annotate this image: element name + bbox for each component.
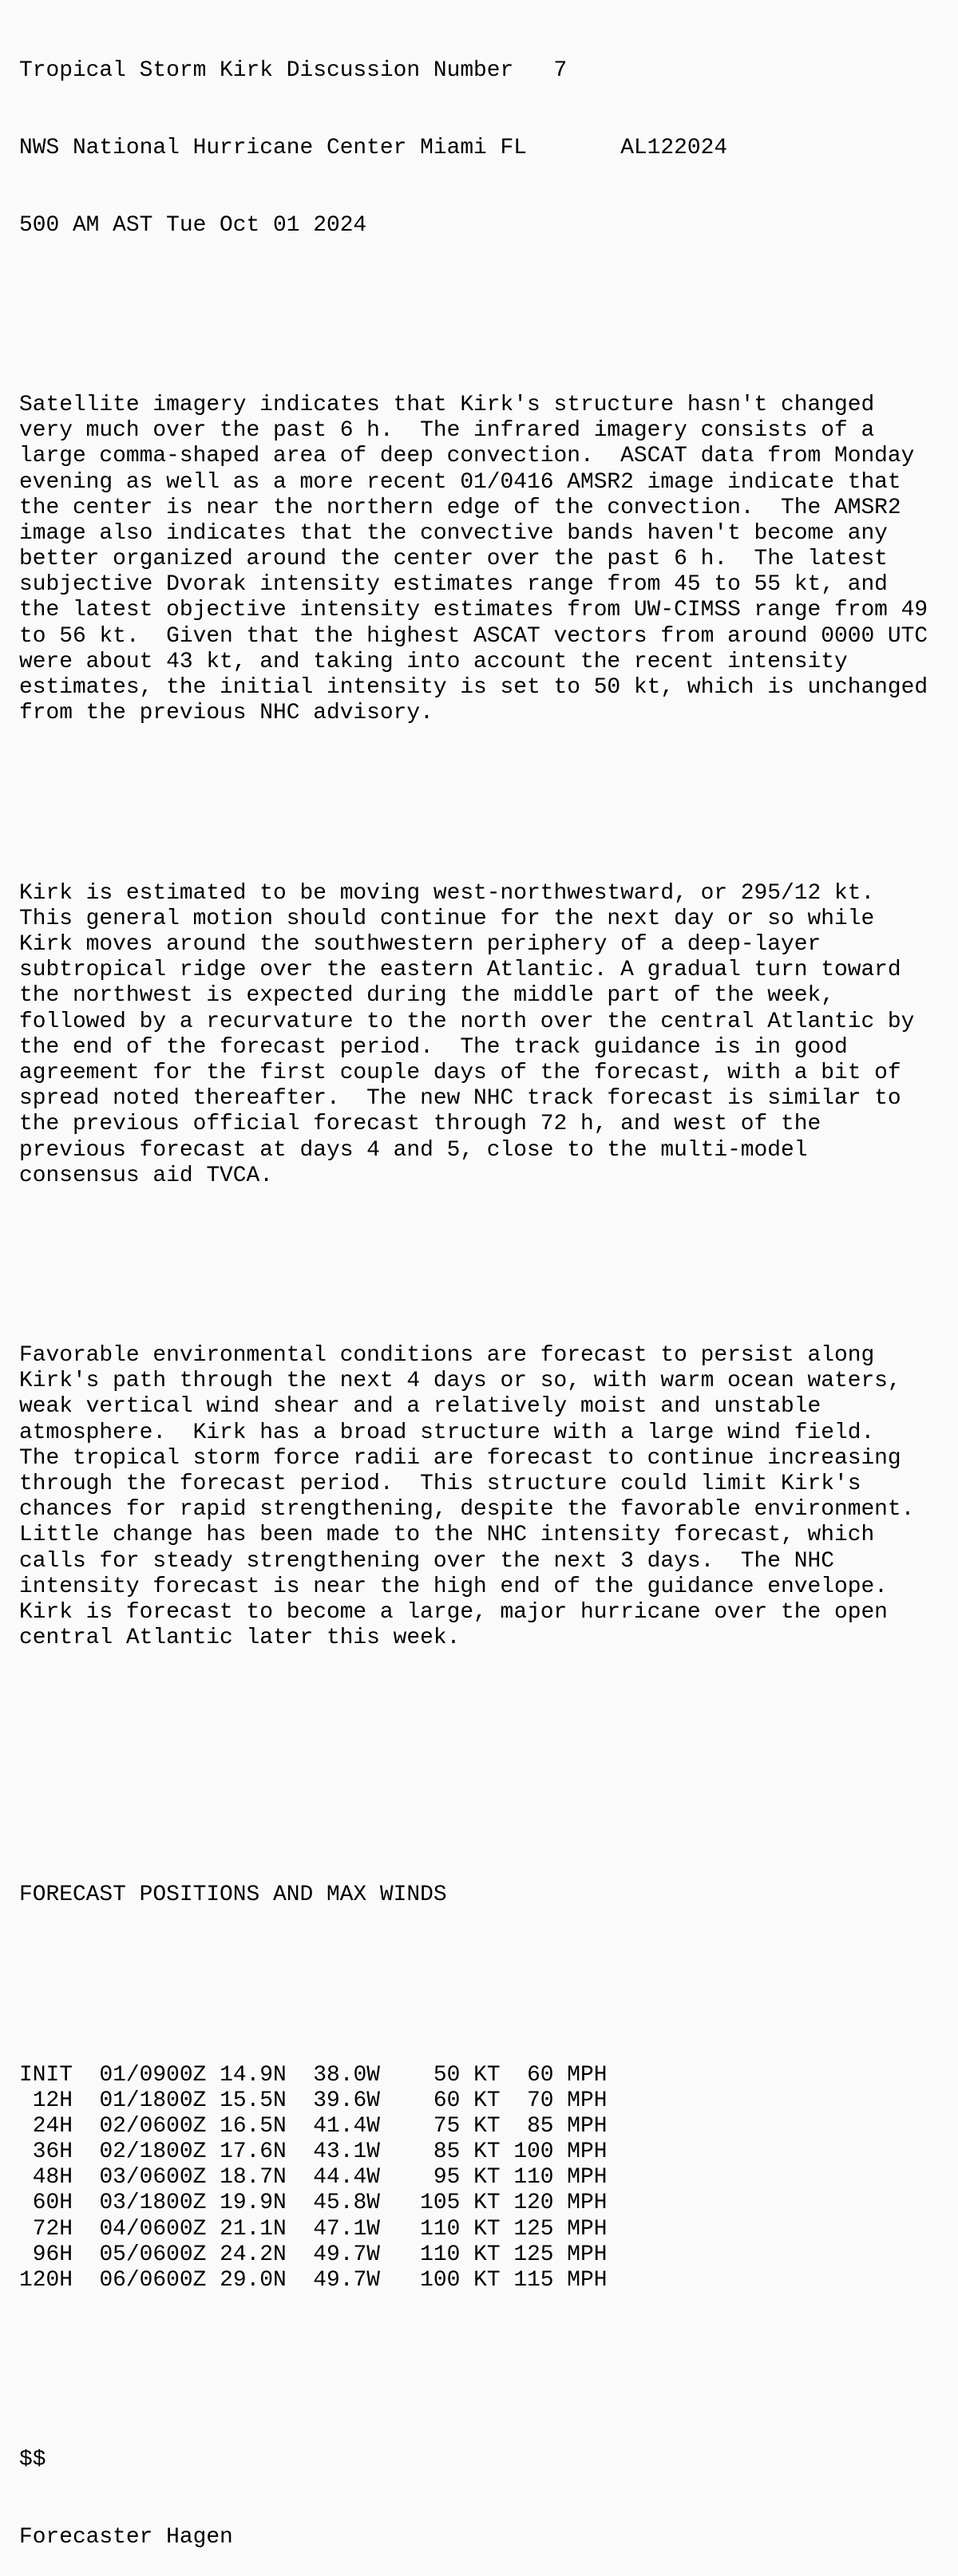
forecast-wind-kt: 60 [379,2088,474,2113]
forecast-kt-unit: KT [473,2088,514,2113]
paragraph-line: image also indicates that the convective bands haven't become any [19,520,888,546]
paragraph-line: subtropical ridge over the eastern Atlantic. A gradual turn toward [19,958,901,983]
forecast-lat: 19.9N [220,2191,314,2216]
forecast-mph-unit: MPH [567,2191,608,2216]
forecast-row [19,2139,928,2165]
forecast-wind-mph: 120 [513,2191,568,2216]
forecast-time: 05/0600Z [99,2242,220,2267]
issued-time: 500 AM AST Tue Oct 01 2024 [19,212,367,238]
forecast-mph-unit: MPH [567,2165,608,2191]
office-name: NWS National Hurricane Center Miami FL [19,136,528,160]
forecast-wind-mph: 125 [513,2242,568,2267]
office-gap [527,136,620,160]
forecast-time: 01/1800Z [99,2088,220,2113]
forecast-time: 04/0600Z [99,2216,220,2242]
forecast-wind-kt: 110 [379,2216,474,2242]
forecast-mph-unit: MPH [567,2062,608,2088]
forecast-tau: 24H [19,2113,100,2139]
discussion-document [19,7,928,2576]
forecast-kt-unit: KT [473,2139,514,2165]
forecast-wind-mph: 115 [513,2268,568,2294]
paragraph-line: to 56 kt. Given that the highest ASCAT vectors from around 0000 UTC [19,623,928,649]
forecast-kt-unit: KT [473,2191,514,2216]
forecast-lat: 15.5N [220,2088,314,2113]
forecast-kt-unit: KT [473,2062,514,2088]
forecast-mph-unit: MPH [567,2242,608,2267]
forecast-mph-unit: MPH [567,2268,608,2294]
forecast-row [19,2165,928,2191]
forecast-row [19,2217,928,2242]
paragraph-line: weak vertical wind shear and a relatively moist and unstable [19,1394,821,1420]
forecast-kt-unit: KT [473,2268,514,2294]
forecast-wind-kt: 75 [379,2113,474,2139]
forecast-wind-kt: 95 [379,2165,474,2191]
blank-line [19,1780,928,1805]
blank-line [19,290,928,315]
forecast-lat: 14.9N [220,2062,314,2088]
forecast-kt-unit: KT [473,2216,514,2242]
forecast-row [19,2191,928,2216]
forecast-wind-kt: 105 [379,2191,474,2216]
forecast-row [19,2063,928,2088]
forecast-mph-unit: MPH [567,2113,608,2139]
paragraph-track [19,881,928,1189]
forecast-heading: FORECAST POSITIONS AND MAX WINDS [19,1883,447,1908]
blank-line [19,1960,928,1985]
paragraph-line: agreement for the first couple days of the forecast, with a bit of [19,1060,901,1085]
forecast-time: 06/0600Z [99,2268,220,2294]
forecast-kt-unit: KT [473,2242,514,2267]
paragraph-line: the latest objective intensity estimates from UW-CIMSS range from 49 [19,598,928,623]
blank-line [19,2345,928,2371]
paragraph-line: The tropical storm force radii are forecast to continue increasing [19,1445,901,1471]
forecast-lat: 16.5N [220,2113,314,2139]
paragraph-line: Little change has been made to the NHC intensity forecast, which [19,1523,875,1548]
paragraph-line: large comma-shaped area of deep convection. ASCAT data from Monday [19,444,915,469]
forecast-table [19,2063,928,2294]
forecast-tau: 72H [19,2216,100,2242]
paragraph-line: spread noted thereafter. The new NHC track forecast is similar to [19,1086,901,1112]
header-office-line [19,136,928,161]
forecast-wind-mph: 110 [513,2165,568,2191]
blank-line [19,778,928,804]
forecast-row [19,2088,928,2114]
paragraph-line: central Atlantic later this week. [19,1626,461,1651]
forecast-row [19,2268,928,2294]
paragraph-line: the end of the forecast period. The track guidance is in good [19,1034,848,1060]
end-marker: $$ [19,2448,46,2473]
forecaster-signature: Forecaster Hagen [19,2525,233,2550]
paragraph-line: from the previous NHC advisory. [19,701,433,726]
forecast-row [19,2114,928,2139]
forecast-wind-mph: 100 [513,2139,568,2165]
paragraph-line: the previous official forecast through 72 h, and west of the [19,1112,821,1137]
forecast-lon: 45.8W [313,2191,380,2216]
forecast-lon: 41.4W [313,2113,380,2139]
forecast-wind-kt: 85 [379,2139,474,2165]
paragraph-line: previous forecast at days 4 and 5, close to the multi-model [19,1137,808,1163]
paragraph-line: subjective Dvorak intensity estimates range from 45 to 55 kt, and [19,572,888,598]
forecast-lon: 38.0W [313,2062,380,2088]
forecast-tau: 60H [19,2191,100,2216]
header-title-line: Tropical Storm Kirk Discussion Number 7 [19,58,568,84]
paragraph-line: estimates, the initial intensity is set to 50 kt, which is unchanged [19,675,928,701]
forecast-tau: 96H [19,2242,100,2267]
paragraph-line: calls for steady strengthening over the next 3 days. The NHC [19,1548,834,1574]
forecast-tau: 120H [19,2268,100,2294]
forecast-tau: 48H [19,2165,100,2191]
forecast-tau: 12H [19,2088,100,2113]
paragraph-line: chances for rapid strengthening, despite the favorable environment. [19,1497,915,1523]
paragraph-line: Kirk is forecast to become a large, major hurricane over the open [19,1599,888,1625]
blank-line [19,1703,928,1729]
paragraph-line: Favorable environmental conditions are forecast to persist along [19,1343,875,1369]
forecast-lat: 29.0N [220,2268,314,2294]
paragraph-line: atmosphere. Kirk has a broad structure with a large wind field. [19,1420,875,1445]
storm-id: AL122024 [620,136,728,160]
forecast-wind-kt: 100 [379,2268,474,2294]
paragraph-line: Kirk's path through the next 4 days or so, with warm ocean waters, [19,1369,901,1394]
forecast-lon: 49.7W [313,2268,380,2294]
forecast-lon: 44.4W [313,2165,380,2191]
paragraph-line: Kirk moves around the southwestern periphery of a deep-layer [19,932,821,957]
forecast-lon: 43.1W [313,2139,380,2165]
paragraph-satellite [19,393,928,726]
forecast-mph-unit: MPH [567,2216,608,2242]
forecast-lon: 49.7W [313,2242,380,2267]
forecast-time: 01/0900Z [99,2062,220,2088]
paragraph-line: the northwest is expected during the middle part of the week, [19,983,834,1009]
forecast-time: 03/1800Z [99,2191,220,2216]
forecast-wind-mph: 60 [513,2062,568,2088]
forecast-wind-mph: 70 [513,2088,568,2113]
forecast-mph-unit: MPH [567,2088,608,2113]
paragraph-line: Kirk is estimated to be moving west-northwestward, or 295/12 kt. [19,880,875,906]
forecast-time: 03/0600Z [99,2165,220,2191]
forecast-mph-unit: MPH [567,2139,608,2165]
paragraph-line: intensity forecast is near the high end of the guidance envelope. [19,1574,888,1599]
paragraph-line: Satellite imagery indicates that Kirk's structure hasn't changed [19,392,875,417]
forecast-lon: 39.6W [313,2088,380,2113]
blank-line [19,1240,928,1266]
forecast-wind-mph: 85 [513,2113,568,2139]
paragraph-line: very much over the past 6 h. The infrared imagery consists of a [19,418,875,444]
forecast-tau: INIT [19,2062,100,2088]
paragraph-line: better organized around the center over the past 6 h. The latest [19,547,888,572]
paragraph-intensity [19,1343,928,1651]
forecast-time: 02/0600Z [99,2113,220,2139]
forecast-wind-mph: 125 [513,2216,568,2242]
forecast-lon: 47.1W [313,2216,380,2242]
forecast-row [19,2242,928,2268]
forecast-lat: 21.1N [220,2216,314,2242]
forecast-kt-unit: KT [473,2113,514,2139]
paragraph-line: evening as well as a more recent 01/0416 AMSR2 image indicate that [19,469,901,495]
forecast-lat: 17.6N [220,2139,314,2165]
forecast-wind-kt: 50 [379,2062,474,2088]
paragraph-line: followed by a recurvature to the north over the central Atlantic by [19,1009,915,1034]
paragraph-line: through the forecast period. This structure could limit Kirk's [19,1472,861,1497]
forecast-lat: 24.2N [220,2242,314,2267]
forecast-tau: 36H [19,2139,100,2165]
paragraph-line: the center is near the northern edge of the convection. The AMSR2 [19,495,901,520]
paragraph-line: consensus aid TVCA. [19,1163,274,1188]
forecast-kt-unit: KT [473,2165,514,2191]
forecast-lat: 18.7N [220,2165,314,2191]
paragraph-line: This general motion should continue for the next day or so while [19,906,875,931]
forecast-time: 02/1800Z [99,2139,220,2165]
forecast-wind-kt: 110 [379,2242,474,2267]
paragraph-line: were about 43 kt, and taking into account the recent intensity [19,649,848,674]
